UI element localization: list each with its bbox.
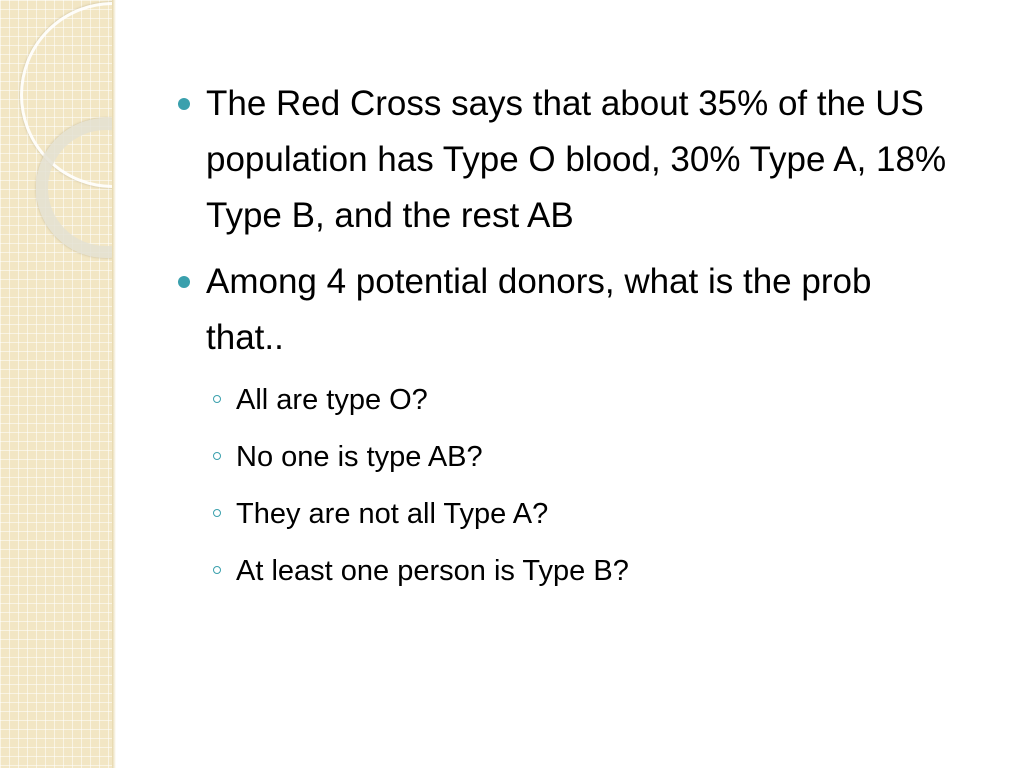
bullet-list — [176, 76, 956, 600]
bullet-dot-icon — [178, 276, 190, 288]
sub-bullet-text: All are type O? — [236, 384, 428, 416]
bullet-text: Among 4 potential donors, what is the prob that.. — [206, 262, 872, 357]
bullet-dot-icon — [178, 98, 190, 110]
sub-bullet-text: No one is type AB? — [236, 441, 483, 473]
sub-bullet-item — [206, 543, 956, 600]
decorative-sidebar — [0, 0, 112, 768]
sub-bullet-circle-icon — [213, 395, 221, 403]
bullet-text: The Red Cross says that about 35% of the US population has Type O blood, 30% Type A, 18% Type B, and the rest AB — [206, 84, 947, 235]
sub-bullet-text: At least one person is Type B? — [236, 555, 629, 587]
sidebar-edge — [112, 0, 116, 768]
sub-bullet-item — [206, 486, 956, 543]
bullet-item — [176, 254, 956, 600]
slide-content — [176, 76, 956, 610]
sub-bullet-item — [206, 372, 956, 429]
sub-bullet-item — [206, 429, 956, 486]
sub-bullet-circle-icon — [213, 566, 221, 574]
sub-bullet-list — [206, 372, 956, 600]
sub-bullet-circle-icon — [213, 509, 221, 517]
sub-bullet-circle-icon — [213, 452, 221, 460]
sub-bullet-text: They are not all Type A? — [236, 498, 549, 530]
bullet-item — [176, 76, 956, 244]
